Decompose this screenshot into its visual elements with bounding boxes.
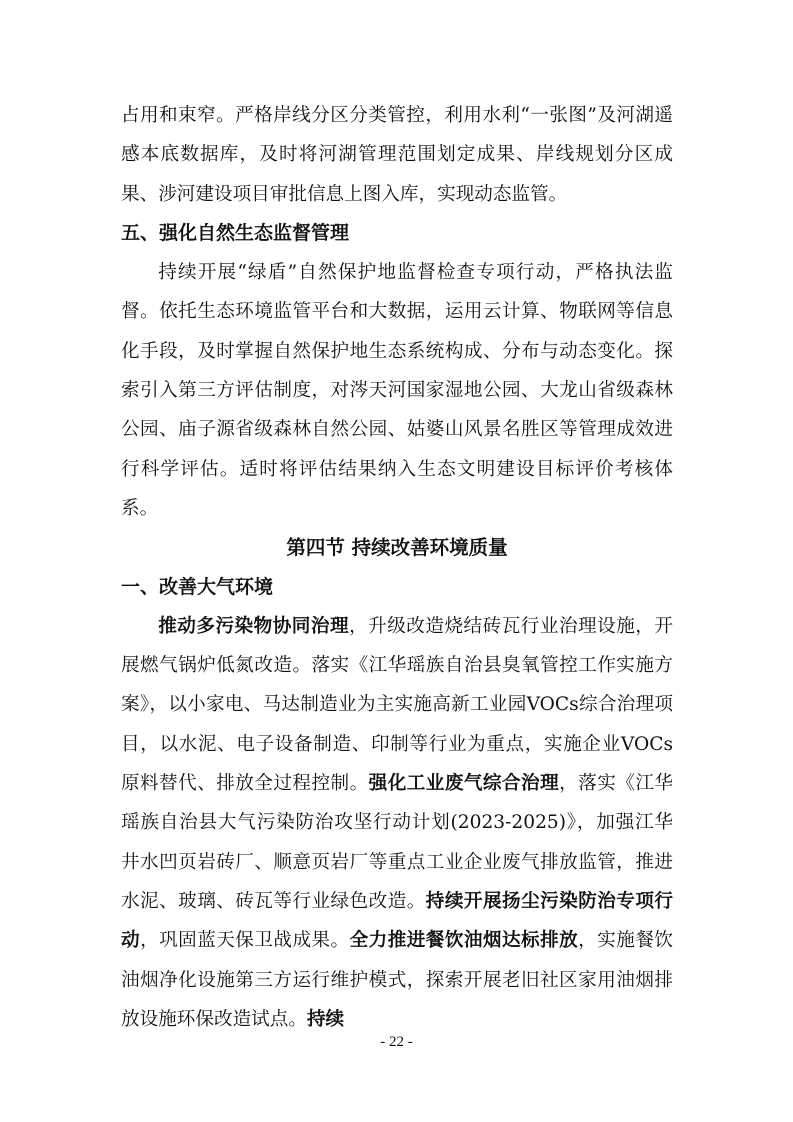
text-run-3: ，巩固蓝天保卫战成果。 — [140, 930, 350, 952]
paragraph-air — [121, 607, 673, 1039]
heading-air-environment: 一、改善大气环境 — [121, 575, 274, 598]
bold-phrase-2: 强化工业废气综合治理 — [368, 773, 560, 795]
heading-ecology-supervision: 五、强化自然生态监督管理 — [121, 221, 350, 244]
text-run-1: ，升级改造烧结砖瓦行业治理设施，开展燃气锅炉低氮改造。落实《江华瑶族自治县臭氧管控工作实施方案》，以小家电、马达制造业为主实施高新工业园VOCs综合治理项目，以水泥、电子设备制造、印制等行业为重点，实施企业VOCs原料替代、排放全过程控制。 — [121, 615, 673, 795]
text-run-4: ，实施餐饮油烟净化设施第三方运行维护模式，探索开展老旧社区家用油烟排放设施环保改造试点。 — [121, 930, 673, 1030]
paragraph-shoreline: 占用和束窄。严格岸线分区分类管控，利用水利“一张图”及河湖遥感本底数据库，及时将河湖管理范围划定成果、岸线规划分区成果、涉河建设项目审批信息上图入库，实现动态监管。 — [121, 105, 673, 205]
section-title: 第四节 持续改善环境质量 — [286, 536, 508, 560]
page-number: - 22 - — [380, 1034, 413, 1050]
page-content — [121, 96, 673, 1039]
paragraph-ecology: 持续开展“绿盾”自然保护地监督检查专项行动，严格执法监督。依托生态环境监管平台和大数据，运用云计算、物联网等信息化手段，及时掌握自然保护地生态系统构成、分布与动态变化。探索引入第三方评估制度，对涔天河国家湿地公园、大龙山省级森林公园、庙子源省级森林自然公园、姑婆山风景名胜区等管理成效进行科学评估。适时将评估结果纳入生态文明建设目标评价考核体系。 — [121, 262, 673, 519]
bold-phrase-4: 全力推进餐饮油烟达标排放 — [349, 930, 579, 952]
bold-phrase-1: 推动多污染物协同治理 — [158, 615, 350, 637]
text-run-2: ，落实《江华瑶族自治县大气污染防治攻坚行动计划(2023-2025)》，加强江华井水凹页岩砖厂、顺意页岩厂等重点工业企业废气排放监管，推进水泥、玻璃、砖瓦等行业绿色改造。 — [121, 773, 673, 912]
bold-phrase-3: 持续开展扬尘污染防治专项行动 — [121, 890, 673, 952]
bold-phrase-5: 持续 — [306, 1008, 345, 1030]
